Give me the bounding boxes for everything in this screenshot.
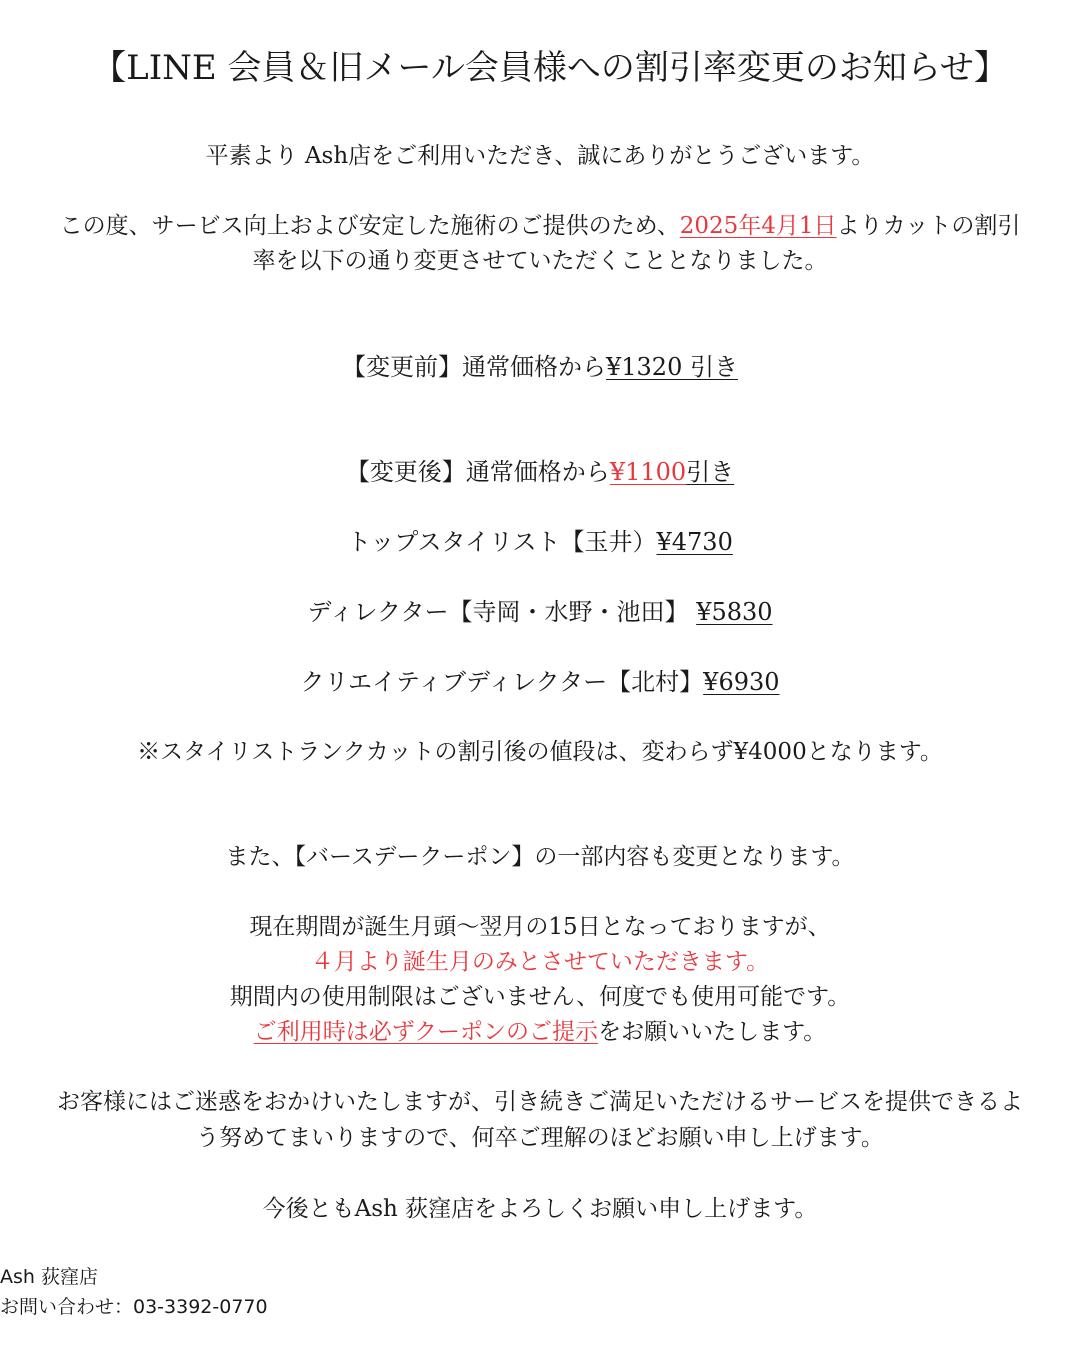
apology-line-2: う努めてまいりますので、何卒ご理解のほどお願い申し上げます。	[196, 1125, 884, 1151]
after-change-line	[0, 455, 1080, 489]
price-row-top-stylist	[0, 525, 1080, 559]
intro-after-text: よりカットの割引	[836, 213, 1021, 239]
birthday-unlimited-use: 期間内の使用制限はございません、何度でも使用可能です。	[229, 984, 851, 1010]
before-change-label: 【変更前】通常価格から	[342, 353, 606, 381]
before-change-amount: ¥1320 引き	[606, 353, 738, 381]
stylist-rank-note: ※スタイリストランクカットの割引後の値段は、変わらず¥4000となります。	[137, 739, 943, 765]
intro-before-text: この度、サービス向上および安定した施術のご提供のため、	[59, 213, 680, 239]
after-change-amount: ¥1100	[609, 458, 687, 486]
effective-date-link[interactable]: 2025年4月1日	[679, 213, 837, 239]
footer-shop-name: Ash 荻窪店	[0, 1266, 98, 1288]
after-change-label: 【変更後】通常価格から	[345, 458, 610, 486]
price-row-value: ¥4730	[656, 528, 733, 556]
birthday-new-period: ４月より誕生月のみとさせていただきます。	[310, 949, 770, 975]
after-change-suffix: 引き	[686, 458, 735, 486]
price-row-label: トップスタイリスト【玉井）	[347, 528, 657, 556]
apology-line-1: お客様にはご迷惑をおかけいたしますが、引き続きご満足いただけるサービスを提供できるよ	[57, 1089, 1023, 1115]
price-row-label: クリエイティブディレクター【北村】	[300, 668, 704, 696]
intro-line-2: 率を以下の通り変更させていただくこととなりました。	[252, 248, 828, 274]
intro-line-1	[0, 209, 1080, 243]
greeting-text: 平素より Ash店をご利用いただき、誠にありがとうございます。	[205, 143, 875, 169]
notice-title: 【LINE 会員＆旧メール会員様への割引率変更のお知らせ】	[92, 48, 1008, 88]
footer-contact-phone[interactable]: お問い合わせ：03-3392-0770	[0, 1296, 268, 1318]
birthday-coupon-instruction	[0, 1015, 1080, 1049]
price-row-director	[0, 595, 1080, 629]
price-row-value: ¥6930	[703, 668, 780, 696]
birthday-coupon-intro: また、【バースデークーポン】の一部内容も変更となります。	[225, 844, 855, 870]
coupon-present-after: をお願いいたします。	[598, 1019, 827, 1045]
coupon-present-link[interactable]: ご利用時は必ずクーポンのご提示	[253, 1019, 599, 1045]
before-change-line	[0, 350, 1080, 384]
closing-text: 今後ともAsh 荻窪店をよろしくお願い申し上げます。	[262, 1196, 818, 1222]
price-row-label: ディレクター【寺岡・水野・池田】	[307, 598, 697, 626]
price-row-value: ¥5830	[696, 598, 773, 626]
price-row-creative-director	[0, 665, 1080, 699]
birthday-current-period: 現在期間が誕生月頭〜翌月の15日となっておりますが、	[249, 914, 831, 940]
